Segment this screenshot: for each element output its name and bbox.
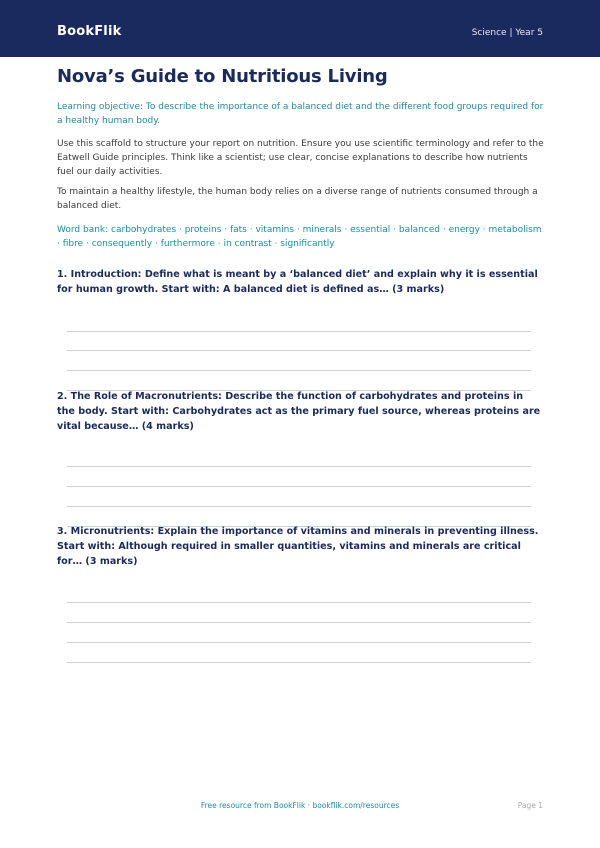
answer-line[interactable]	[67, 622, 531, 623]
intro-paragraph-2: To maintain a healthy lifestyle, the human body relies on a diverse range of nutrients consumed through a balanced diet.	[57, 187, 538, 211]
answer-line[interactable]	[67, 662, 531, 663]
header-bar	[0, 0, 600, 57]
answer-line[interactable]	[67, 331, 531, 332]
answer-line[interactable]	[67, 466, 531, 467]
answer-line[interactable]	[67, 642, 531, 643]
page-title: Nova’s Guide to Nutritious Living	[57, 66, 388, 87]
learning-objective: Learning objective: To describe the importance of a balanced diet and the different food groups required for a healthy human body.	[57, 102, 544, 126]
intro-paragraph: Use this scaffold to structure your report on nutrition. Ensure you use scientific terminology and refer to the Eatwell Guide principles. Think like a scientist; use clear, concise explanations to describe how nutrients fuel our daily activities.	[57, 139, 544, 177]
brand-logo: BookFlik	[57, 24, 122, 39]
question-3: 3. Micronutrients: Explain the importance of vitamins and minerals in preventing illness. Start with: Although required in smaller quantities, vitamins and minerals are critical for… (3 marks)	[57, 526, 539, 567]
answer-line[interactable]	[67, 370, 531, 371]
question-1: 1. Introduction: Define what is meant by a ‘balanced diet’ and explain why it is essential for human growth. Start with: A balanced diet is defined as… (3 marks)	[57, 269, 538, 295]
footer-link[interactable]: Free resource from BookFlik · bookflik.com/resources	[200, 801, 400, 810]
page-number: Page 1	[517, 801, 543, 810]
word-bank: Word bank: carbohydrates · proteins · fats · vitamins · minerals · essential · balanced · energy · metabolism · fibre · consequently · furthermore · in contrast · significantly	[57, 225, 542, 249]
subject-label: Science | Year 5	[471, 28, 543, 38]
question-2: 2. The Role of Macronutrients: Describe the function of carbohydrates and proteins in the body. Start with: Carbohydrates act as the primary fuel source, whereas proteins are vital because… (4 marks)	[57, 391, 541, 432]
answer-line[interactable]	[67, 486, 531, 487]
answer-line[interactable]	[67, 602, 531, 603]
answer-line[interactable]	[67, 506, 531, 507]
answer-line[interactable]	[67, 350, 531, 351]
